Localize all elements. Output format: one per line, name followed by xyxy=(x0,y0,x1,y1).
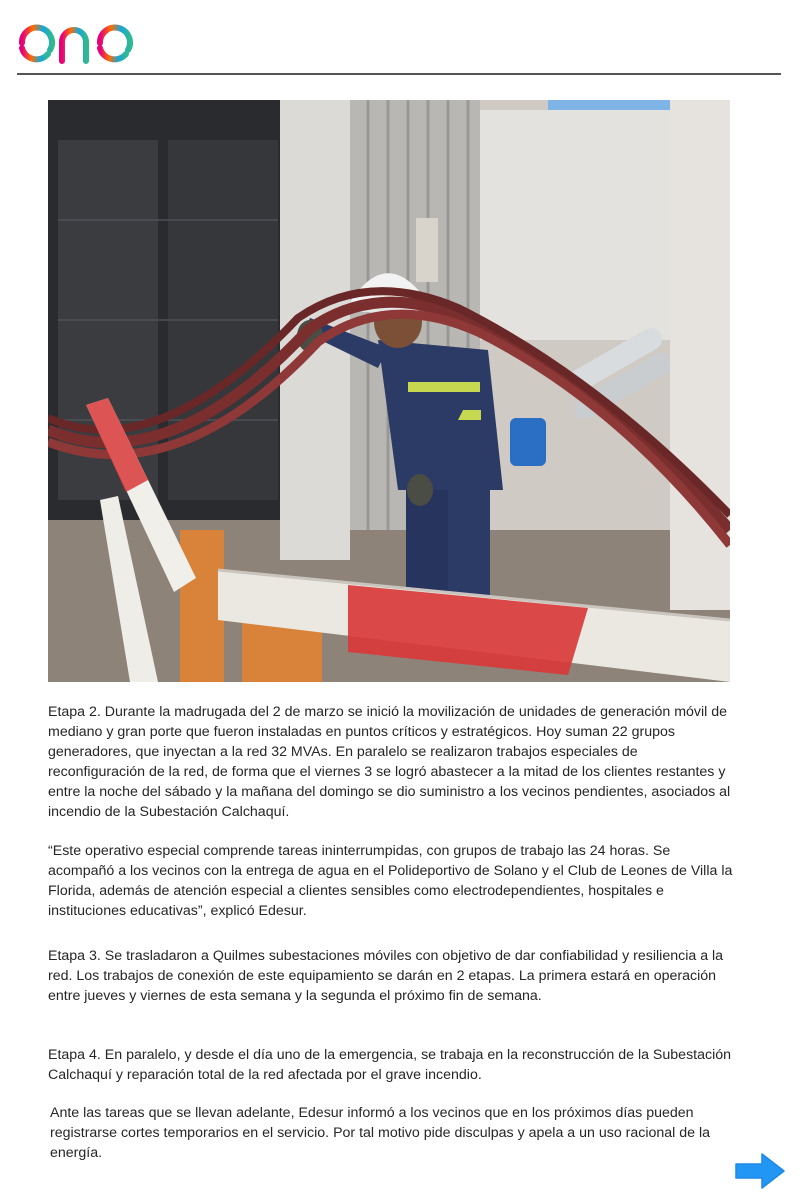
next-page-button[interactable] xyxy=(734,1152,786,1190)
article-paragraph-etapa-2: Etapa 2. Durante la madrugada del 2 de marzo se inició la movilización de unidades de generación móvil de mediano y gran porte que fueron instaladas en puntos críticos y estratégicos. Hoy suman 22 grupos generadores, que inyectan a la red 32 MVAs. En paralelo se realizaron trabajos especiales de reconfiguración de la red, de forma que el viernes 3 se logró abastecer a la mitad de los clientes restantes y entre la noche del sábado y la mañana del domingo se dio suministro a los vecinos pendientes, asociados al incendio de la Subestación Calchaquí. xyxy=(48,704,731,820)
worker-photo xyxy=(48,100,730,682)
arrow-right-icon xyxy=(734,1152,786,1190)
article-paragraph-etapa-3: Etapa 3. Se trasladaron a Quilmes subestaciones móviles con objetivo de dar confiabilidad y resiliencia a la red. Los trabajos de conexión de este equipamiento se darán en 2 etapas. La primera estará en operación entre jueves y viernes de esta semana y la segunda el próximo fin de semana. xyxy=(48,948,724,1004)
worker-photo-illustration xyxy=(48,100,730,682)
article-paragraph-closing: Ante las tareas que se llevan adelante, Edesur informó a los vecinos que en los próximos días pueden registrarse cortes temporarios en el servicio. Por tal motivo pide disculpas y apela a un uso racional de la energía. xyxy=(50,1105,711,1161)
header-divider xyxy=(17,73,781,75)
page-header xyxy=(0,0,800,80)
enel-logo[interactable] xyxy=(14,12,174,68)
enel-logo-graphic xyxy=(14,12,174,68)
article-paragraph-etapa-4: Etapa 4. En paralelo, y desde el día uno de la emergencia, se trabaja en la reconstrucción de la Subestación Calchaquí y reparación total de la red afectada por el grave incendio. xyxy=(48,1047,732,1083)
article-paragraph-quote: “Este operativo especial comprende tareas ininterrumpidas, con grupos de trabajo las 24 horas. Se acompañó a los vecinos con la entrega de agua en el Polideportivo de Solano y el Club de Leones de Villa la Florida, además de atención especial a clientes sensibles como electrodependientes, hospitales e instituciones educativas”, explicó Edesur. xyxy=(48,843,733,919)
